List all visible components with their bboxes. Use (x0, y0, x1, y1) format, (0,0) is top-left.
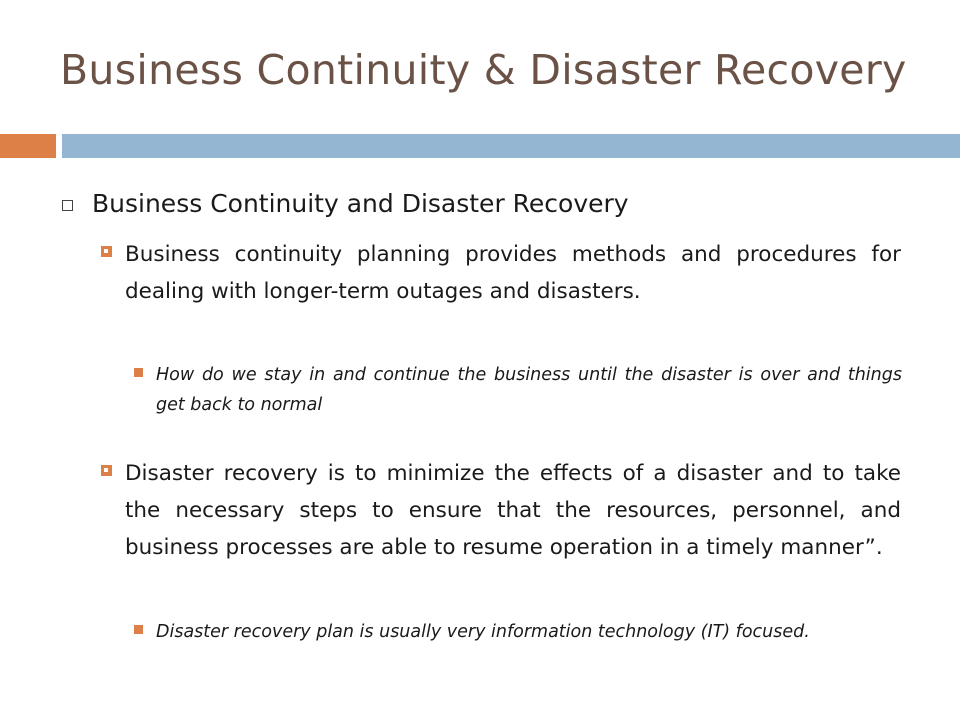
accent-bar-blue (62, 134, 960, 158)
main-bullet-text: Business Continuity and Disaster Recovery (92, 189, 629, 218)
subpoint-disaster-recovery (134, 617, 902, 647)
point-business-continuity (101, 236, 901, 310)
square-bullet-icon (101, 465, 112, 476)
filled-square-bullet-icon (134, 625, 143, 634)
point-text: Disaster recovery is to minimize the effects of a disaster and to take the necessary steps to ensure that the resources, personnel, and business processes are able to resume operation in a timely manner”. (125, 461, 901, 560)
point-disaster-recovery (101, 455, 901, 566)
point-text: Business continuity planning provides methods and procedures for dealing with longer-term outages and disasters. (125, 242, 901, 304)
filled-square-bullet-icon (134, 368, 143, 377)
accent-bar-orange (0, 134, 56, 158)
slide-title: Business Continuity & Disaster Recovery (60, 46, 907, 94)
subpoint-text: How do we stay in and continue the business until the disaster is over and things get back to normal (156, 365, 902, 415)
hollow-square-bullet-icon (62, 200, 73, 211)
square-bullet-icon (101, 246, 112, 257)
main-bullet (62, 189, 629, 218)
subpoint-text: Disaster recovery plan is usually very information technology (IT) focused. (156, 622, 810, 642)
subpoint-business-continuity (134, 360, 902, 420)
